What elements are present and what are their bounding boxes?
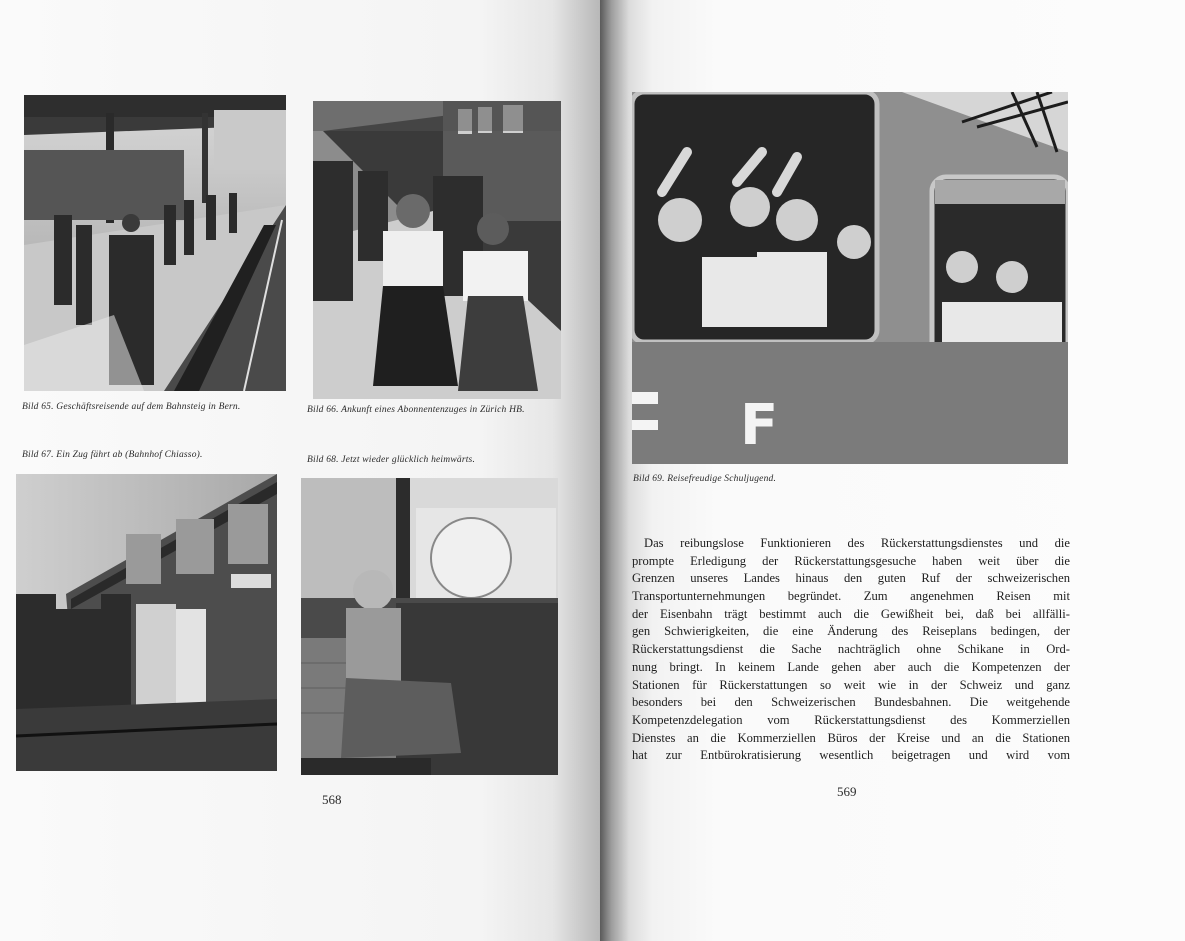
photo-67-chiasso-departure	[16, 474, 277, 771]
car-class-letter-f: F	[740, 393, 779, 458]
photo-68-caption: Bild 68. Jetzt wieder glücklich heimwärts.	[307, 455, 476, 465]
photo-69-school-children	[632, 92, 1068, 464]
body-line: Transportunternehmungen begründet. Zum angenehmen Reisen mit	[632, 589, 1070, 604]
photo-67-caption: Bild 67. Ein Zug fährt ab (Bahnhof Chiasso).	[22, 450, 203, 460]
page-number-left: 568	[322, 792, 342, 807]
photo-66-zurich-arrival	[313, 101, 561, 399]
body-line: hat zur Entbürokratisierung wesentlich beigetragen und wird vom	[632, 748, 1070, 763]
body-line: Kompetenzdelegation vom Rückerstattungsdienst des Kommerziellen	[632, 712, 1070, 727]
photo-65-bern-platform	[24, 95, 286, 391]
photo-66-caption: Bild 66. Ankunft eines Abonnentenzuges in Zürich HB.	[307, 405, 525, 415]
body-line: Dienstes an die Kommerziellen Büros der Kreise und an die Stationen	[632, 730, 1070, 745]
body-line: Rückerstattungsdienst die Sache nachträglich ohne Schikane in Ord-	[632, 642, 1070, 657]
page-number-right: 569	[837, 784, 857, 799]
body-text	[632, 535, 1070, 765]
body-line: gen Schwierigkeiten, die eine Änderung des Reiseplans bedingen, der	[632, 624, 1070, 639]
photo-69-caption: Bild 69. Reisefreudige Schuljugend.	[633, 474, 777, 484]
body-line: prompte Erledigung der Rückerstattungsgesuche haben weit über die	[632, 553, 1070, 568]
photo-65-caption: Bild 65. Geschäftsreisende auf dem Bahnsteig in Bern.	[22, 402, 241, 412]
body-line: Stationen für Rückerstattungen so weit wie in der Schweiz und ganz	[632, 677, 1070, 692]
body-line: der Eisenbahn trägt bestimmt auch die Gewißheit bei, daß bei allfälli-	[632, 606, 1070, 621]
body-line: Grenzen unseres Landes hinaus den guten Ruf der schweizerischen	[632, 571, 1070, 586]
body-line: besonders bei den Schweizerischen Bundesbahnen. Die weitgehende	[632, 695, 1070, 710]
body-line: nung bringt. In keinem Lande gehen aber auch die Kompetenzen der	[632, 659, 1070, 674]
photo-68-boy-at-window	[301, 478, 558, 775]
body-line: Das reibungslose Funktionieren des Rückerstattungsdienstes und die	[644, 536, 1070, 550]
